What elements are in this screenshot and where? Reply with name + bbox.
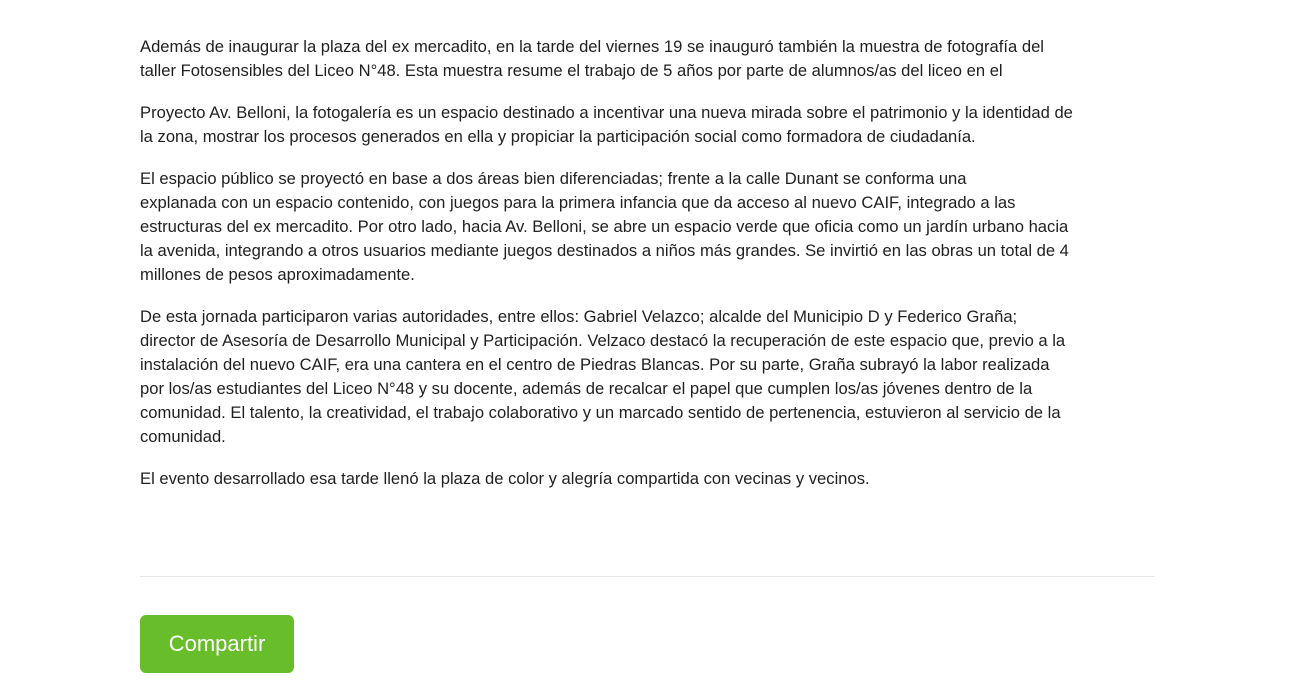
article-paragraph: El espacio público se proyectó en base a dos áreas bien diferenciadas; frente a la calle Dunant se conforma una explanada con un espacio contenido, con juegos para la primera infancia que da acceso al nuevo CAIF, integrado a las estructuras del ex mercadito. Por otro lado, hacia Av. Belloni, se abre un espacio verde que oficia como un jardín urbano hacia la avenida, integrando a otros usuarios mediante juegos destinados a niños más grandes. Se invirtió en las obras un total de 4 millones de pesos aproximadamente. [140,169,1069,284]
article-body [140,35,1155,509]
article-paragraph: Proyecto Av. Belloni, la fotogalería es un espacio destinado a incentivar una nueva mirada sobre el patrimonio y la identidad de la zona, mostrar los procesos generados en ella y propiciar la participación social como formadora de ciudadanía. [140,103,1073,146]
share-button[interactable]: Compartir [140,615,294,673]
article-paragraph: De esta jornada participaron varias autoridades, entre ellos: Gabriel Velazco; alcalde del Municipio D y Federico Graña; director de Asesoría de Desarrollo Municipal y Participación. Velzaco destacó la recuperación de este espacio que, previo a la instalación del nuevo CAIF, era una cantera en el centro de Piedras Blancas. Por su parte, Graña subrayó la labor realizada por los/as estudiantes del Liceo N°48 y su docente, además de recalcar el papel que cumplen los/as jóvenes dentro de la comunidad. El talento, la creatividad, el trabajo colaborativo y un marcado sentido de pertenencia, estuvieron al servicio de la comunidad. [140,307,1066,446]
article-paragraph: El evento desarrollado esa tarde llenó la plaza de color y alegría compartida con vecinas y vecinos. [140,469,870,488]
article-paragraph: Además de inaugurar la plaza del ex mercadito, en la tarde del viernes 19 se inauguró también la muestra de fotografía del taller Fotosensibles del Liceo N°48. Esta muestra resume el trabajo de 5 años por parte de alumnos/as del liceo en el [140,37,1044,80]
divider [140,576,1155,577]
